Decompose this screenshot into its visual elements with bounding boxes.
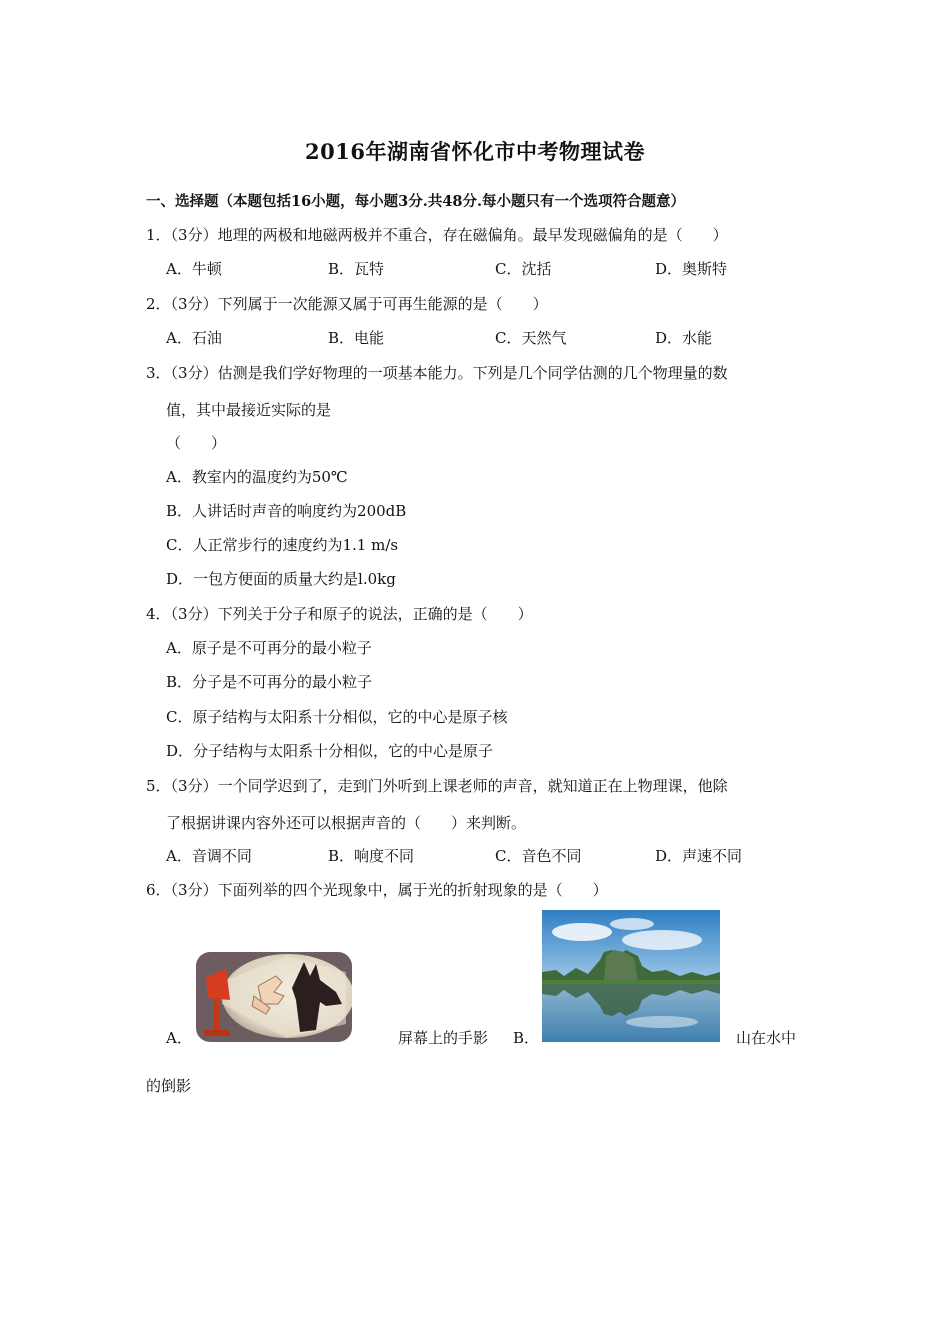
- question-4-option-b: B．分子是不可再分的最小粒子: [166, 673, 373, 691]
- mountain-reflection-photo: [542, 910, 720, 1042]
- question-4-stem: 4．（3分）下列关于分子和原子的说法，正确的是（ ）: [146, 605, 533, 623]
- question-3-option-b: B．人讲话时声音的响度约为200dB: [166, 502, 407, 520]
- question-3-option-a: A．教室内的温度约为50℃: [166, 468, 348, 486]
- question-3-stem-line-1: 3．（3分）估测是我们学好物理的一项基本能力。下列是几个同学估测的几个物理量的数: [146, 364, 728, 382]
- question-6-option-b-caption-continued: 的倒影: [146, 1077, 192, 1095]
- question-5-option-d: D．声速不同: [655, 847, 743, 865]
- question-4-option-c: C．原子结构与太阳系十分相似，它的中心是原子核: [166, 708, 508, 726]
- question-6-option-a-label: A．: [166, 1029, 192, 1047]
- question-5-option-a: A．音调不同: [166, 847, 252, 865]
- question-3-option-d: D．一包方便面的质量大约是l.0kg: [166, 570, 396, 588]
- question-2-option-d: D．水能: [655, 329, 713, 347]
- question-6-option-b-caption: 山在水中: [736, 1029, 797, 1047]
- question-3-option-c: C．人正常步行的速度约为1.1 m/s: [166, 536, 399, 554]
- mountain-reflection-image: [542, 910, 720, 1042]
- question-2-option-c: C．天然气: [495, 329, 567, 347]
- question-5-stem-line-2: 了根据讲课内容外还可以根据声音的（ ）来判断。: [166, 814, 527, 832]
- hand-shadow-image: [196, 952, 352, 1042]
- question-5-stem-line-1: 5．（3分）一个同学迟到了，走到门外听到上课老师的声音，就知道正在上物理课，他除: [146, 777, 728, 795]
- question-6-stem: 6．（3分）下面列举的四个光现象中，属于光的折射现象的是（ ）: [146, 881, 608, 899]
- section-heading: 一、选择题（本题包括16小题，每小题3分.共48分.每小题只有一个选项符合题意）: [146, 193, 686, 210]
- question-1-option-d: D．奥斯特: [655, 260, 728, 278]
- question-1-option-a: A．牛顿: [166, 260, 222, 278]
- hand-shadow-illustration: [196, 952, 352, 1042]
- question-1-option-c: C．沈括: [495, 260, 552, 278]
- question-5-option-c: C．音色不同: [495, 847, 582, 865]
- question-6-option-b-label: B．: [513, 1029, 540, 1047]
- question-2-option-a: A．石油: [166, 329, 222, 347]
- question-5-option-b: B．响度不同: [328, 847, 415, 865]
- question-1-option-b: B．瓦特: [328, 260, 385, 278]
- question-4-option-d: D．分子结构与太阳系十分相似，它的中心是原子: [166, 742, 494, 760]
- question-2-option-b: B．电能: [328, 329, 385, 347]
- question-6-option-a-caption: 屏幕上的手影: [398, 1029, 489, 1047]
- page-title: 2016年湖南省怀化市中考物理试卷: [305, 139, 645, 164]
- question-1-stem: 1．（3分）地理的两极和地磁两极并不重合，存在磁偏角。最早发现磁偏角的是（ ）: [146, 226, 728, 244]
- question-4-option-a: A．原子是不可再分的最小粒子: [166, 639, 372, 657]
- question-2-stem: 2．（3分）下列属于一次能源又属于可再生能源的是（ ）: [146, 295, 548, 313]
- question-3-stem-line-2: 值，其中最接近实际的是: [166, 401, 332, 419]
- question-3-answer-parens: （ ）: [166, 434, 227, 452]
